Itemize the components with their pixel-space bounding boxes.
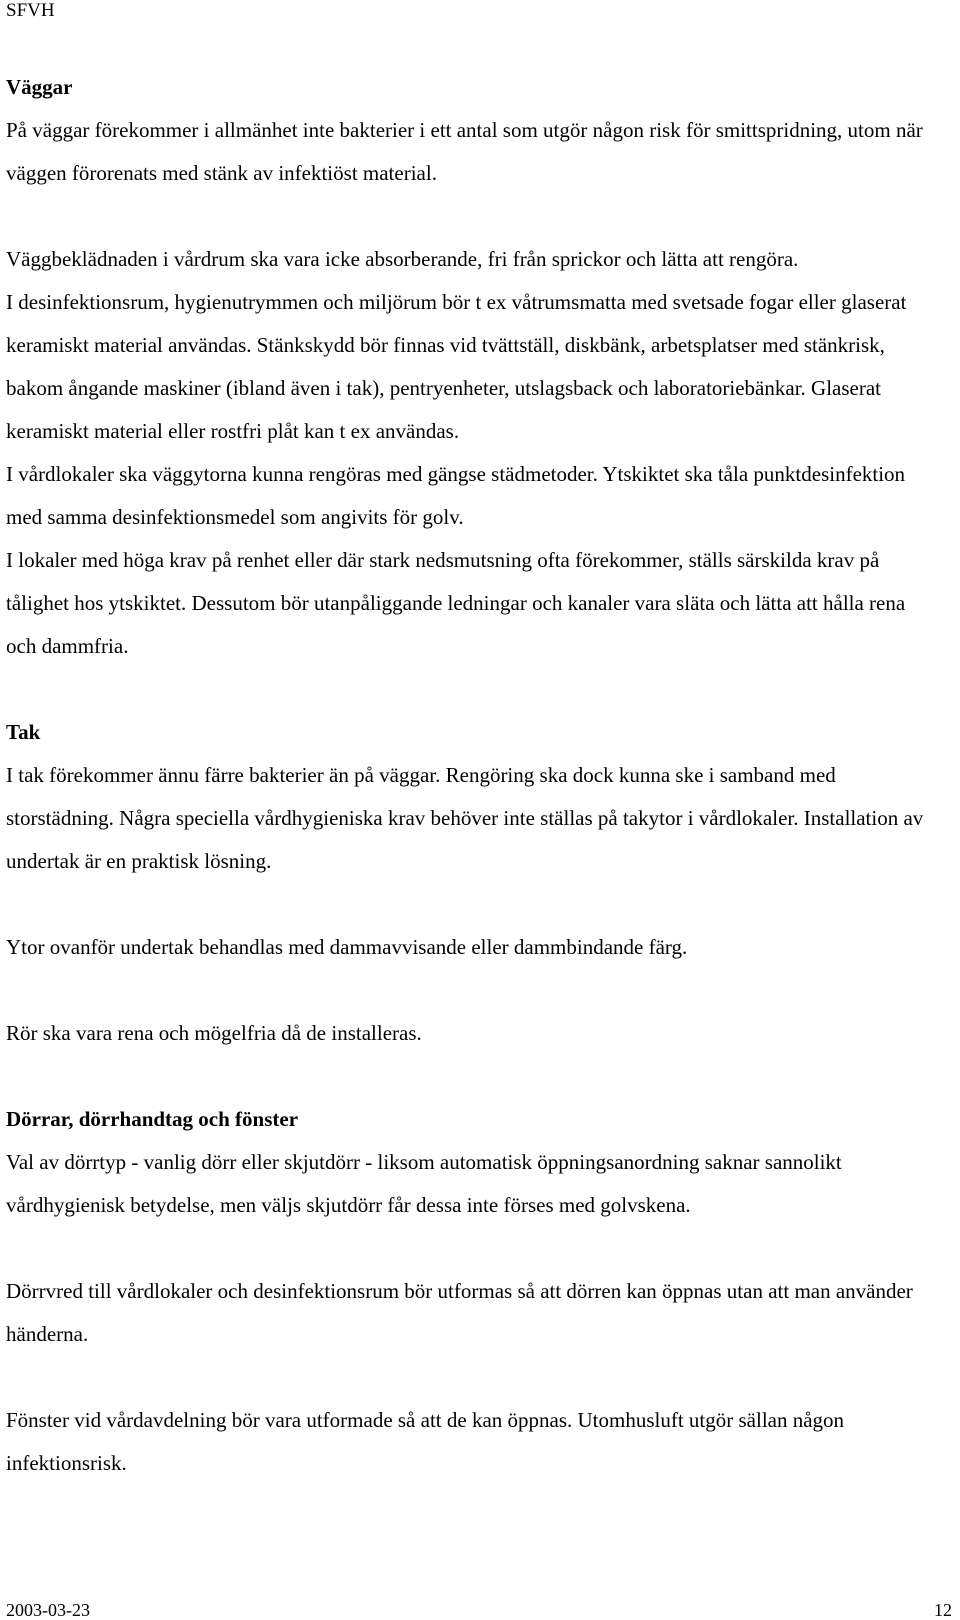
paragraph: Väggbeklädnaden i vårdrum ska vara icke absorberande, fri från sprickor och lätta att rengöra. (6, 247, 799, 271)
paragraph-gap (6, 1356, 936, 1399)
paragraph: I tak förekommer ännu färre bakterier än på väggar. Rengöring ska dock kunna ske i samband med storstädning. Några speciella vårdhygieniska krav behöver inte ställas på takytor i vårdlokaler. Installation av undertak är en praktisk lösning. (6, 763, 924, 873)
paragraph-gap (6, 1227, 936, 1270)
footer-date: 2003-03-23 (6, 1600, 90, 1620)
document-body (6, 66, 936, 1485)
paragraph-gap (6, 195, 936, 238)
page-header: SFVH (6, 0, 55, 21)
paragraph: Dörrvred till vårdlokaler och desinfektionsrum bör utformas så att dörren kan öppnas utan att man använder händerna. (6, 1279, 913, 1346)
paragraph-gap (6, 969, 936, 1012)
paragraph-gap (6, 883, 936, 926)
section-heading: Väggar (6, 75, 73, 99)
page-number: 12 (934, 1600, 952, 1620)
paragraph: Fönster vid vårdavdelning bör vara utformade så att de kan öppnas. Utomhusluft utgör sällan någon infektionsrisk. (6, 1408, 845, 1475)
section-heading: Tak (6, 720, 41, 744)
paragraph: Rör ska vara rena och mögelfria då de installeras. (6, 1021, 422, 1045)
section-tak (6, 711, 936, 1055)
paragraph: Val av dörrtyp - vanlig dörr eller skjutdörr - liksom automatisk öppningsanordning saknar sannolikt vårdhygienisk betydelse, men väljs skjutdörr får dessa inte förses med golvskena. (6, 1150, 842, 1217)
section-gap (6, 1055, 936, 1098)
section-vaggar (6, 66, 936, 668)
paragraph: På väggar förekommer i allmänhet inte bakterier i ett antal som utgör någon risk för smittspridning, utom när väggen förorenats med stänk av infektiöst material. (6, 118, 923, 185)
section-heading: Dörrar, dörrhandtag och fönster (6, 1107, 299, 1131)
paragraph: I vårdlokaler ska väggytorna kunna rengöras med gängse städmetoder. Ytskiktet ska tåla punktdesinfektion med samma desinfektionsmedel som angivits för golv. (6, 462, 906, 529)
paragraph: Ytor ovanför undertak behandlas med dammavvisande eller dammbindande färg. (6, 935, 688, 959)
section-dorrar (6, 1098, 936, 1485)
paragraph: I desinfektionsrum, hygienutrymmen och miljörum bör t ex våtrumsmatta med svetsade fogar eller glaserat keramiskt material användas. Stänkskydd bör finnas vid tvättställ, diskbänk, arbetsplatser med stänkrisk, bakom ångande maskiner (ibland även i tak), pentryenheter, utslagsback och laboratoriebänkar. Glaserat keramiskt material eller rostfri plåt kan t ex användas. (6, 290, 907, 443)
paragraph: I lokaler med höga krav på renhet eller där stark nedsmutsning ofta förekommer, ställs särskilda krav på tålighet hos ytskiktet. Dessutom bör utanpåliggande ledningar och kanaler vara släta och lätta att hålla rena och dammfria. (6, 548, 906, 658)
section-gap (6, 668, 936, 711)
